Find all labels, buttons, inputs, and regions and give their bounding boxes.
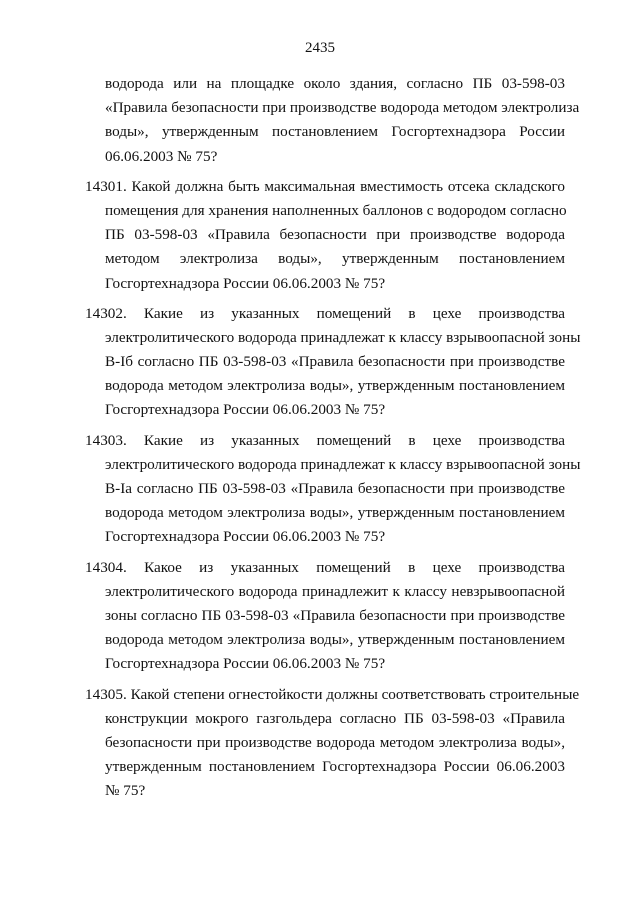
text-line: № 75? <box>105 782 146 800</box>
text-line: электролитического водорода принадлежат к классу взрывоопасной зоны <box>105 455 581 473</box>
question-14304 <box>85 556 565 677</box>
text-line: Госгортехнадзора России 06.06.2003 № 75? <box>105 274 386 292</box>
text-line: воды», утвержденным постановлением Госгортехнадзора России <box>105 123 565 141</box>
text-line: утвержденным постановлением Госгортехнадзора России 06.06.2003 <box>105 758 565 776</box>
text-line: электролитического водорода принадлежит к классу невзрывоопасной <box>105 582 565 600</box>
question-14302 <box>85 302 581 423</box>
text-line: водорода или на площадке около здания, согласно ПБ 03-598-03 <box>105 75 565 92</box>
text-line: методом электролиза воды», утвержденным постановлением <box>105 250 565 268</box>
text-line: зоны согласно ПБ 03-598-03 «Правила безопасности при производстве <box>105 606 565 624</box>
text-line: 14303. Какие из указанных помещений в цехе производства <box>85 431 565 449</box>
text-line: конструкции мокрого газгольдера согласно ПБ 03-598-03 «Правила <box>105 709 565 727</box>
text-line: водорода методом электролиза воды», утвержденным постановлением <box>105 504 565 522</box>
text-line: Госгортехнадзора России 06.06.2003 № 75? <box>105 401 386 419</box>
text-line: ПБ 03-598-03 «Правила безопасности при производстве водорода <box>105 226 565 244</box>
text-line: Госгортехнадзора России 06.06.2003 № 75? <box>105 528 386 546</box>
text-line: водорода методом электролиза воды», утвержденным постановлением <box>105 377 565 395</box>
text-line: В-Іа согласно ПБ 03-598-03 «Правила безопасности при производстве <box>105 480 565 497</box>
text-line: 14302. Какие из указанных помещений в цехе производства <box>85 304 565 322</box>
text-line: помещения для хранения наполненных баллонов с водородом согласно <box>105 201 567 219</box>
question-14301 <box>85 175 565 296</box>
page-number: 2435 <box>305 40 335 56</box>
text-line: «Правила безопасности при производстве водорода методом электролиза <box>105 99 580 117</box>
document-body <box>85 72 581 803</box>
text-line: безопасности при производстве водорода методом электролиза воды», <box>105 733 565 751</box>
text-line: электролитического водорода принадлежат к классу взрывоопасной зоны <box>105 328 581 346</box>
text-line: 14305. Какой степени огнестойкости должны соответствовать строительные <box>85 685 580 703</box>
text-line: В-Іб согласно ПБ 03-598-03 «Правила безопасности при производстве <box>105 353 565 371</box>
question-14305 <box>85 683 580 804</box>
text-line: водорода методом электролиза воды», утвержденным постановлением <box>105 631 565 649</box>
continuation-paragraph <box>85 72 580 169</box>
question-14303 <box>85 429 581 550</box>
text-line: 14301. Какой должна быть максимальная вместимость отсека складского <box>85 177 565 195</box>
text-line: 14304. Какое из указанных помещений в цехе производства <box>85 558 565 576</box>
text-line: 06.06.2003 № 75? <box>105 147 218 165</box>
text-line: Госгортехнадзора России 06.06.2003 № 75? <box>105 655 386 673</box>
